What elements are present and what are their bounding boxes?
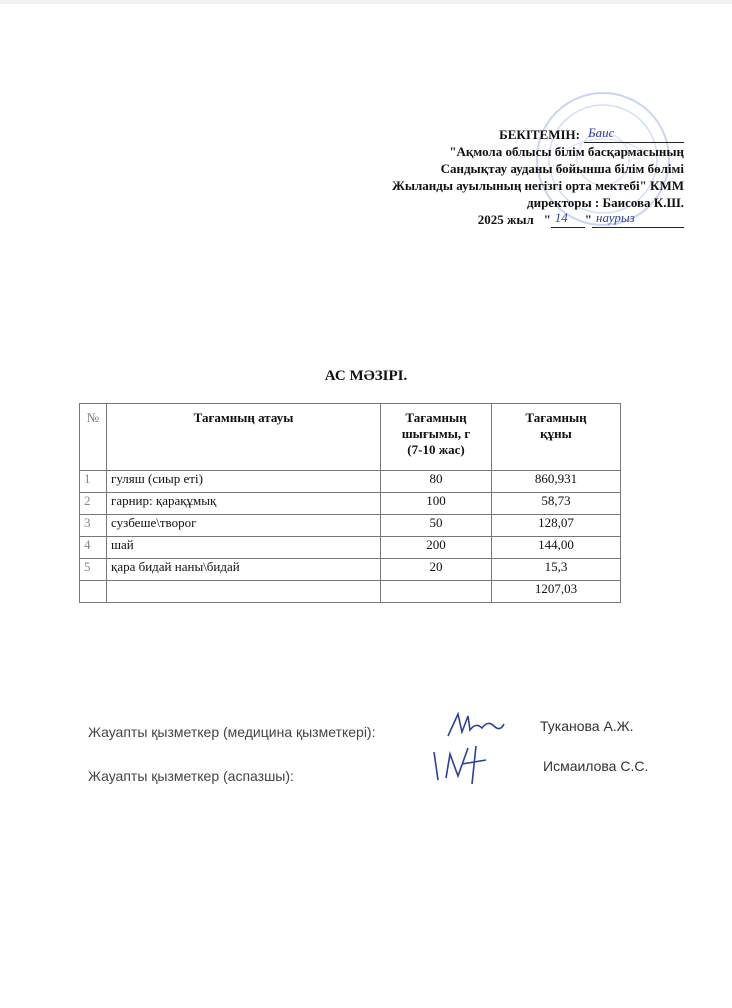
row-price: 128,07 (492, 515, 621, 537)
responsible-medical-label: Жауапты қызметкер (медицина қызметкері): (88, 724, 376, 740)
approve-signature: Баис (588, 125, 615, 140)
medical-signature (444, 708, 508, 742)
responsible-cook-label: Жауапты қызметкер (аспазшы): (88, 768, 294, 784)
page-title: АС МӘЗІРІ. (324, 368, 408, 384)
date-month-field (592, 210, 684, 228)
date-year: 2025 жыл (477, 212, 534, 227)
table-row (80, 471, 621, 493)
row-price: 58,73 (492, 493, 621, 515)
cook-signature (428, 742, 492, 788)
table-row (80, 515, 621, 537)
row-price: 15,3 (492, 559, 621, 581)
approve-line (284, 126, 684, 143)
date-day: 14 (554, 210, 568, 225)
header-price (492, 404, 621, 471)
header-yield-line2: шығымы, г (401, 426, 471, 441)
total-yield-empty (381, 581, 492, 603)
row-yield: 200 (381, 537, 492, 559)
row-dish-name: гуляш (сиыр еті) (107, 471, 381, 493)
approve-label: БЕКІТЕМІН: (499, 127, 580, 142)
responsible-cook-name: Исмаилова С.С. (543, 758, 649, 774)
table-row (80, 493, 621, 515)
header-line-4: директоры : Баисова К.Ш. (527, 195, 684, 210)
date-day-field (551, 210, 585, 228)
table-header-row (80, 404, 621, 471)
row-dish-name: гарнир: қарақұмық (107, 493, 381, 515)
row-num: 2 (80, 493, 107, 515)
header-num: № (80, 404, 107, 471)
header-yield-line3: (7-10 жас) (407, 442, 465, 457)
header-line-1: "Ақмола облысы білім басқармасының (449, 144, 684, 159)
row-price: 144,00 (492, 537, 621, 559)
header-line-2: Сандықтау ауданы бойынша білім бөлімі (440, 161, 684, 176)
total-num-empty (80, 581, 107, 603)
row-yield: 80 (381, 471, 492, 493)
date-month: наурыз (596, 210, 635, 225)
header-price-line1: Тағамның (525, 410, 587, 425)
row-num: 5 (80, 559, 107, 581)
header-yield-line1: Тағамның (405, 410, 467, 425)
row-price: 860,931 (492, 471, 621, 493)
header-dish-name: Тағамның атауы (107, 404, 381, 471)
header-line-3: Жыланды ауылының негізгі орта мектебі" КММ (391, 178, 684, 193)
menu-table (79, 403, 621, 603)
row-num: 3 (80, 515, 107, 537)
responsible-medical-name: Туканова А.Ж. (540, 718, 634, 734)
header-yield (381, 404, 492, 471)
table-total-row (80, 581, 621, 603)
row-yield: 100 (381, 493, 492, 515)
row-dish-name: сузбеше\творог (107, 515, 381, 537)
row-num: 1 (80, 471, 107, 493)
approve-signature-field (584, 125, 684, 143)
total-name-empty (107, 581, 381, 603)
row-yield: 50 (381, 515, 492, 537)
row-num: 4 (80, 537, 107, 559)
total-price: 1207,03 (492, 581, 621, 603)
header-price-line2: құны (540, 426, 572, 441)
table-row (80, 537, 621, 559)
row-yield: 20 (381, 559, 492, 581)
row-dish-name: шай (107, 537, 381, 559)
approval-block (284, 126, 684, 228)
date-line: 2025 жыл " 14 " наурыз (284, 211, 684, 228)
row-dish-name: қара бидай наны\бидай (107, 559, 381, 581)
scan-edge (0, 0, 732, 4)
table-row (80, 559, 621, 581)
